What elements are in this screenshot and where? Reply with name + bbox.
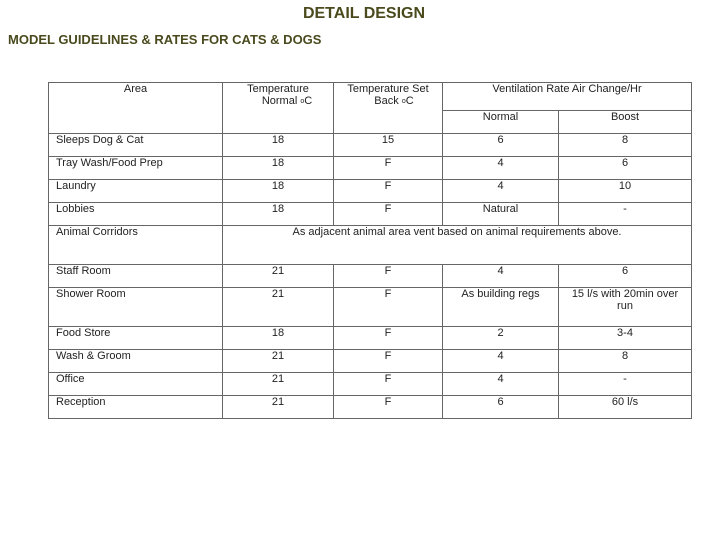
cell-normal: 4 [443, 350, 559, 373]
cell-temp: 18 [223, 180, 334, 203]
cell-area: Animal Corridors [49, 226, 223, 265]
celsius-unit: C [304, 95, 313, 107]
cell-temp: 21 [223, 288, 334, 327]
cell-temp: 18 [223, 203, 334, 226]
cell-setback: F [334, 203, 443, 226]
header-temp-normal-word: Normal [261, 95, 298, 107]
cell-area: Food Store [49, 327, 223, 350]
cell-normal: 4 [443, 180, 559, 203]
cell-boost: 10 [559, 180, 692, 203]
table-row [49, 396, 692, 419]
cell-normal: 4 [443, 157, 559, 180]
cell-normal: 2 [443, 327, 559, 350]
header-temp-normal-line1: Temperature [247, 83, 309, 95]
celsius-unit: C [405, 95, 414, 107]
cell-boost: 60 l/s [559, 396, 692, 419]
table-row [49, 203, 692, 226]
cell-normal: 6 [443, 396, 559, 419]
cell-boost: - [559, 373, 692, 396]
table-row [49, 180, 692, 203]
table-row [49, 373, 692, 396]
cell-boost: 8 [559, 134, 692, 157]
cell-temp: 21 [223, 373, 334, 396]
cell-temp: 21 [223, 265, 334, 288]
table-row [49, 157, 692, 180]
cell-setback: F [334, 265, 443, 288]
cell-temp: 18 [223, 327, 334, 350]
table-header-row [49, 83, 692, 111]
cell-boost: 8 [559, 350, 692, 373]
cell-setback: 15 [334, 134, 443, 157]
table-row [49, 134, 692, 157]
cell-note: As adjacent animal area vent based on animal requirements above. [223, 226, 692, 265]
cell-setback: F [334, 350, 443, 373]
cell-normal: Natural [443, 203, 559, 226]
table-row [49, 265, 692, 288]
cell-temp: 18 [223, 134, 334, 157]
header-temp-normal-line2 [244, 95, 312, 107]
cell-temp: 21 [223, 350, 334, 373]
table-row [49, 350, 692, 373]
cell-setback: F [334, 396, 443, 419]
table-row [49, 226, 692, 265]
header-temp-setback-line1: Temperature Set [347, 83, 429, 95]
table-row [49, 288, 692, 327]
degree-symbol: o [300, 98, 305, 105]
cell-boost: 15 l/s with 20min over run [559, 288, 692, 327]
cell-boost: 3-4 [559, 327, 692, 350]
rates-table [48, 82, 692, 419]
cell-area: Sleeps Dog & Cat [49, 134, 223, 157]
table-row [49, 327, 692, 350]
cell-area: Tray Wash/Food Prep [49, 157, 223, 180]
cell-temp: 18 [223, 157, 334, 180]
header-boost: Boost [559, 111, 692, 134]
header-temp-setback [334, 83, 443, 134]
cell-area: Reception [49, 396, 223, 419]
cell-boost: 6 [559, 265, 692, 288]
page-subtitle: MODEL GUIDELINES & RATES FOR CATS & DOGS [8, 32, 322, 47]
cell-normal: 6 [443, 134, 559, 157]
cell-setback: F [334, 180, 443, 203]
header-temp-normal [223, 83, 334, 134]
cell-area: Office [49, 373, 223, 396]
cell-setback: F [334, 288, 443, 327]
page-title: DETAIL DESIGN [302, 5, 426, 22]
cell-area: Staff Room [49, 265, 223, 288]
header-normal: Normal [443, 111, 559, 134]
cell-boost: - [559, 203, 692, 226]
cell-normal: As building regs [443, 288, 559, 327]
cell-temp: 21 [223, 396, 334, 419]
cell-area: Laundry [49, 180, 223, 203]
cell-area: Wash & Groom [49, 350, 223, 373]
cell-area: Lobbies [49, 203, 223, 226]
header-temp-setback-line2 [362, 95, 413, 107]
cell-normal: 4 [443, 373, 559, 396]
cell-setback: F [334, 373, 443, 396]
header-ventilation: Ventilation Rate Air Change/Hr [443, 83, 692, 111]
cell-area: Shower Room [49, 288, 223, 327]
header-area: Area [49, 83, 223, 134]
cell-setback: F [334, 157, 443, 180]
cell-normal: 4 [443, 265, 559, 288]
header-temp-setback-word: Back [374, 95, 399, 107]
cell-boost: 6 [559, 157, 692, 180]
cell-setback: F [334, 327, 443, 350]
degree-symbol: o [401, 98, 406, 105]
